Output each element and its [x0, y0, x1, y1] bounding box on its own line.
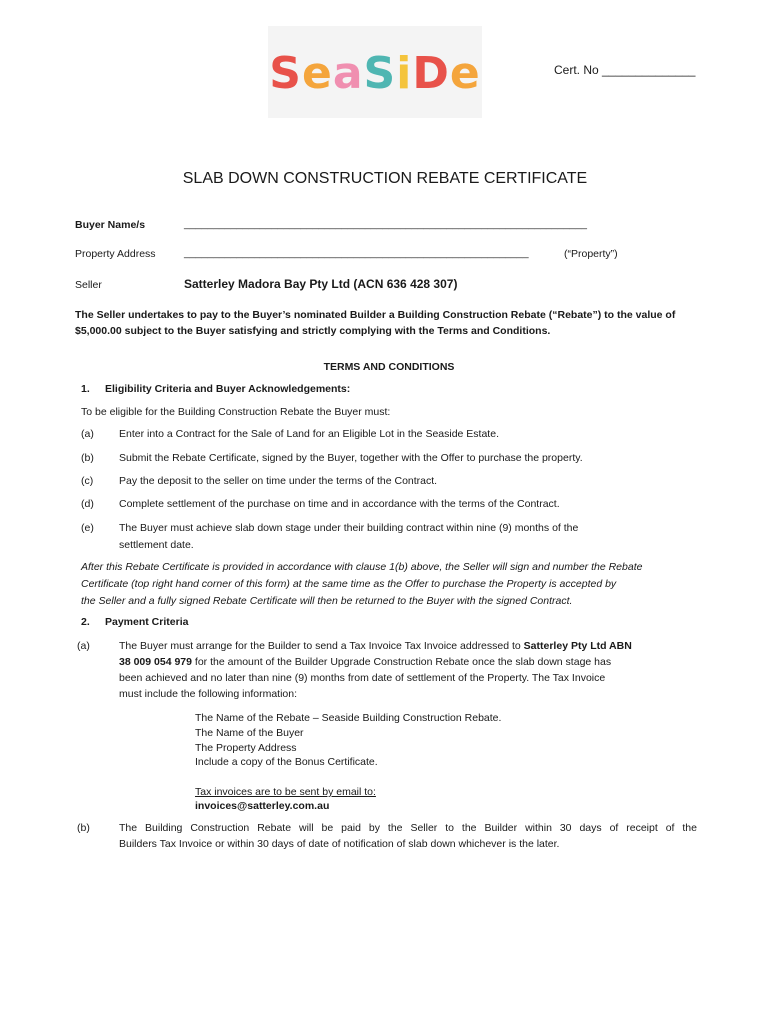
item-e-text-line-1: The Buyer must achieve slab down stage under their building contract within nine (9) months of the	[119, 522, 579, 534]
item-b-text: Submit the Rebate Certificate, signed by the Buyer, together with the Offer to purchase the property.	[119, 452, 583, 464]
section-1-lead: To be eligible for the Building Construction Rebate the Buyer must:	[81, 406, 391, 418]
logo-letter: D	[412, 48, 450, 99]
logo-letter: e	[301, 48, 333, 99]
property-address-label: Property Address	[75, 248, 156, 260]
property-suffix: (“Property”)	[564, 248, 618, 260]
item-c-mark: (c)	[81, 475, 94, 487]
terms-heading: TERMS AND CONDITIONS	[323, 361, 455, 373]
item-d-mark: (d)	[81, 498, 94, 510]
payment-a-line-1	[119, 638, 632, 654]
payment-a-line-3: been achieved and no later than nine (9) months from date of settlement of the Property. The Tax Invoice	[119, 672, 606, 684]
payment-b-line-2: Builders Tax Invoice or within 30 days of date of notification of slab down whichever is the later.	[119, 838, 560, 850]
item-e-text-line-2: settlement date.	[119, 539, 194, 551]
payment-a-line-4: must include the following information:	[119, 688, 298, 700]
info-item: The Property Address	[195, 742, 297, 754]
item-e-mark: (e)	[81, 522, 94, 534]
info-item: Include a copy of the Bonus Certificate.	[195, 756, 378, 768]
payment-a-line-2-text: for the amount of the Builder Upgrade Construction Rebate once the slab down stage has	[192, 656, 612, 668]
note-line-3: the Seller and a fully signed Rebate Certificate will then be returned to the Buyer with the signed Contract.	[81, 595, 573, 607]
seaside-logo	[268, 26, 482, 118]
payment-b-mark: (b)	[77, 822, 90, 834]
page-title: SLAB DOWN CONSTRUCTION REBATE CERTIFICATE	[182, 170, 588, 187]
logo-letter: i	[396, 48, 413, 99]
info-item: The Name of the Buyer	[195, 727, 304, 739]
logo-letter: e	[449, 48, 481, 99]
payment-a-mark: (a)	[77, 640, 90, 652]
svg-text:SeaSiDe	[269, 48, 480, 99]
cert-number: Cert. No ______________	[554, 63, 696, 77]
logo-letter: S	[269, 48, 302, 99]
payee-name: Satterley Pty Ltd ABN	[523, 640, 632, 652]
item-a-text: Enter into a Contract for the Sale of Land for an Eligible Lot in the Seaside Estate.	[119, 428, 499, 440]
info-item: The Name of the Rebate – Seaside Building Construction Rebate.	[195, 712, 502, 724]
payment-a-line-1-text: The Buyer must arrange for the Builder to send a Tax Invoice Tax Invoice addressed to	[119, 640, 524, 652]
payee-abn: 38 009 054 979	[119, 656, 192, 668]
section-1-heading: Eligibility Criteria and Buyer Acknowledgements:	[105, 383, 351, 395]
item-d-text: Complete settlement of the purchase on time and in accordance with the terms of the Contract.	[119, 498, 560, 510]
seller-value: Satterley Madora Bay Pty Ltd (ACN 636 428 307)	[184, 277, 458, 291]
email-label: Tax invoices are to be sent by email to:	[195, 786, 376, 798]
intro-paragraph: The Seller undertakes to pay to the Buyer’s nominated Builder a Building Construction Rebate (“Rebate”) to the value of $5,000.00 subject to the Buyer satisfying and strictly complying with the Terms and Conditions.	[75, 309, 676, 337]
item-b-mark: (b)	[81, 452, 94, 464]
payment-a-line-2	[119, 654, 611, 670]
property-address-line[interactable]: ___________________________________________________________	[184, 247, 529, 259]
item-c-text: Pay the deposit to the seller on time under the terms of the Contract.	[119, 475, 438, 487]
item-a-mark: (a)	[81, 428, 94, 440]
section-2-heading: Payment Criteria	[105, 616, 189, 628]
section-2-number: 2.	[81, 616, 90, 628]
seller-label: Seller	[75, 279, 102, 291]
buyer-name-line[interactable]: _____________________________________________________________________	[184, 218, 587, 230]
buyer-name-label: Buyer Name/s	[75, 219, 146, 231]
note-line-2: Certificate (top right hand corner of this form) at the same time as the Offer to purchase the Property is accepted by	[81, 578, 617, 590]
payment-b-line-1: The Building Construction Rebate will be paid by the Seller to the Builder within 30 days of receipt of the	[119, 822, 697, 834]
logo-letter: a	[332, 48, 364, 99]
logo-letter: S	[363, 48, 397, 99]
email-link[interactable]: invoices@satterley.com.au	[195, 800, 330, 812]
note-line-1: After this Rebate Certificate is provided in accordance with clause 1(b) above, the Seller will sign and number the Rebate	[81, 561, 643, 573]
section-1-number: 1.	[81, 383, 90, 395]
